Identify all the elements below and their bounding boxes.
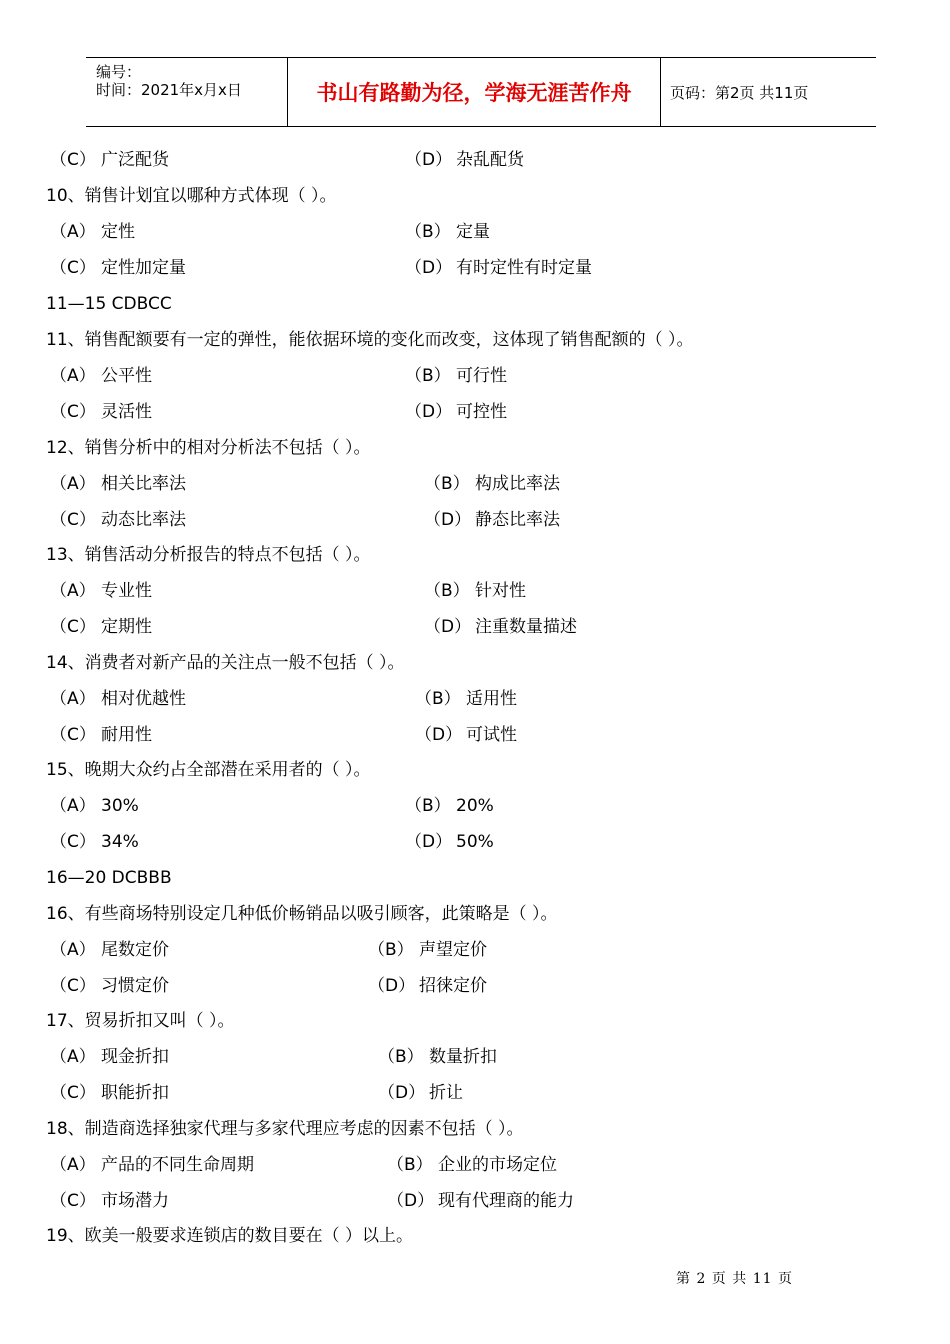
- option-letter: （B）: [424, 474, 470, 494]
- option-letter: （A）: [50, 581, 96, 601]
- option-text: 定期性: [101, 617, 152, 637]
- option-text: 定量: [456, 222, 490, 242]
- question-line: 11、销售配额要有一定的弹性，能依据环境的变化而改变，这体现了销售配额的（ ）。: [46, 330, 694, 350]
- question-line: 17、贸易折扣又叫（ ）。: [46, 1011, 235, 1031]
- header-meta-cell: [86, 58, 286, 126]
- option-letter: （C）: [50, 832, 96, 852]
- option-text: 尾数定价: [101, 940, 169, 960]
- option-letter: （C）: [50, 510, 96, 530]
- option-letter: （B）: [424, 581, 470, 601]
- option-letter: （C）: [50, 258, 96, 278]
- question-line: 11—15 CDBCC: [46, 294, 172, 314]
- page-footer-number: 第 2 页 共 11 页: [676, 1271, 793, 1287]
- question-line: 16—20 DCBBB: [46, 868, 172, 888]
- option-text: 声望定价: [419, 940, 487, 960]
- option-letter: （B）: [405, 222, 451, 242]
- option-text: 相关比率法: [101, 474, 186, 494]
- option-letter: （D）: [415, 725, 463, 745]
- option-letter: （B）: [387, 1155, 433, 1175]
- question-line: 13、销售活动分析报告的特点不包括（ ）。: [46, 545, 371, 565]
- option-text: 现有代理商的能力: [438, 1191, 574, 1211]
- question-line: 18、制造商选择独家代理与多家代理应考虑的因素不包括（ ）。: [46, 1119, 524, 1139]
- option-letter: （D）: [378, 1083, 426, 1103]
- option-letter: （D）: [424, 510, 472, 530]
- header-page-cell: [660, 58, 876, 126]
- option-text: 定性加定量: [101, 258, 186, 278]
- option-letter: （D）: [405, 150, 453, 170]
- option-text: 可试性: [466, 725, 517, 745]
- option-letter: （D）: [368, 976, 416, 996]
- option-letter: （C）: [50, 617, 96, 637]
- option-letter: （A）: [50, 796, 96, 816]
- option-letter: （A）: [50, 1047, 96, 1067]
- option-text: 广泛配货: [101, 150, 169, 170]
- option-letter: （D）: [405, 832, 453, 852]
- option-text: 可控性: [456, 402, 507, 422]
- option-text: 有时定性有时定量: [456, 258, 592, 278]
- option-text: 公平性: [101, 366, 152, 386]
- header-motto: 书山有路勤为径，学海无涯苦作舟: [316, 80, 632, 105]
- option-text: 相对优越性: [101, 689, 186, 709]
- option-text: 构成比率法: [475, 474, 560, 494]
- header-page-number: 页码：第2页 共11页: [670, 83, 809, 102]
- option-letter: （B）: [405, 366, 451, 386]
- question-line: 14、消费者对新产品的关注点一般不包括（ ）。: [46, 653, 405, 673]
- option-letter: （D）: [405, 258, 453, 278]
- option-letter: （C）: [50, 1191, 96, 1211]
- option-letter: （D）: [387, 1191, 435, 1211]
- option-letter: （C）: [50, 725, 96, 745]
- option-text: 职能折扣: [101, 1083, 169, 1103]
- option-text: 专业性: [101, 581, 152, 601]
- option-text: 市场潜力: [101, 1191, 169, 1211]
- option-text: 耐用性: [101, 725, 152, 745]
- question-line: 15、晚期大众约占全部潜在采用者的（ ）。: [46, 760, 371, 780]
- document-time-label: 时间：2021年x月x日: [96, 81, 242, 99]
- option-text: 30%: [101, 796, 139, 816]
- option-letter: （B）: [415, 689, 461, 709]
- option-text: 杂乱配货: [456, 150, 524, 170]
- question-line: 10、销售计划宜以哪种方式体现（ ）。: [46, 186, 337, 206]
- option-letter: （C）: [50, 1083, 96, 1103]
- header-motto-cell: [287, 58, 661, 126]
- option-text: 定性: [101, 222, 135, 242]
- option-text: 注重数量描述: [475, 617, 577, 637]
- option-letter: （A）: [50, 222, 96, 242]
- option-letter: （C）: [50, 150, 96, 170]
- option-letter: （B）: [368, 940, 414, 960]
- option-text: 习惯定价: [101, 976, 169, 996]
- option-text: 产品的不同生命周期: [101, 1155, 254, 1175]
- option-text: 企业的市场定位: [438, 1155, 557, 1175]
- option-letter: （B）: [405, 796, 451, 816]
- option-text: 针对性: [475, 581, 526, 601]
- option-text: 适用性: [466, 689, 517, 709]
- option-letter: （B）: [378, 1047, 424, 1067]
- option-letter: （A）: [50, 940, 96, 960]
- option-text: 34%: [101, 832, 139, 852]
- option-letter: （A）: [50, 1155, 96, 1175]
- question-line: 16、有些商场特别设定几种低价畅销品以吸引顾客，此策略是（ ）。: [46, 904, 558, 924]
- option-letter: （A）: [50, 474, 96, 494]
- option-text: 动态比率法: [101, 510, 186, 530]
- option-letter: （A）: [50, 689, 96, 709]
- option-text: 20%: [456, 796, 494, 816]
- document-number-label: 编号：: [96, 63, 142, 81]
- option-text: 静态比率法: [475, 510, 560, 530]
- option-text: 折让: [429, 1083, 463, 1103]
- option-letter: （A）: [50, 366, 96, 386]
- page-header: [86, 57, 876, 127]
- option-text: 招徕定价: [419, 976, 487, 996]
- option-text: 可行性: [456, 366, 507, 386]
- question-line: 19、欧美一般要求连锁店的数目要在（ ）以上。: [46, 1226, 414, 1246]
- option-letter: （C）: [50, 402, 96, 422]
- option-text: 数量折扣: [429, 1047, 497, 1067]
- option-letter: （D）: [424, 617, 472, 637]
- option-letter: （C）: [50, 976, 96, 996]
- question-line: 12、销售分析中的相对分析法不包括（ ）。: [46, 438, 371, 458]
- option-text: 灵活性: [101, 402, 152, 422]
- option-letter: （D）: [405, 402, 453, 422]
- option-text: 现金折扣: [101, 1047, 169, 1067]
- option-text: 50%: [456, 832, 494, 852]
